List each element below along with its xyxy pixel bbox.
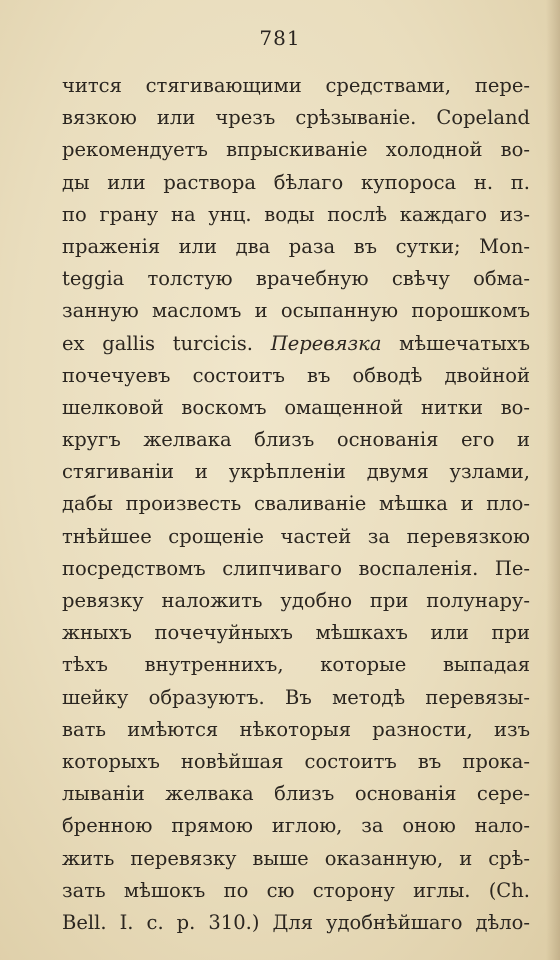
text-line: бренною прямою иглою, за оною нало- <box>62 814 530 838</box>
italic-term: Перевязка <box>270 331 382 355</box>
text-line: шелковой воскомъ омащенной нитки во- <box>62 395 530 419</box>
text-line: вать имѣются нѣкоторыя разности, изъ <box>62 717 530 741</box>
text-line: тнѣйшее срощеніе частей за перевязкою <box>62 524 530 548</box>
text-line: чится стягивающими средствами, пере- <box>62 74 530 97</box>
text-line: по грану на унц. воды послѣ каждаго из- <box>62 202 530 226</box>
text-line: праженія или два раза въ сутки; Mon- <box>62 234 530 258</box>
text-line: тѣхъ внутреннихъ, которые выпадая <box>62 653 530 677</box>
text-line: жныхъ почечуйныхъ мѣшкахъ или при <box>62 621 530 645</box>
text-line: дабы произвесть сваливаніе мѣшка и пло- <box>62 492 530 516</box>
text-line: Bell. I. c. p. 310.) Для удобнѣйшаго дѣло- <box>62 910 530 934</box>
text-line: занную масломъ и осыпанную порошкомъ <box>62 299 530 323</box>
text-line: вязкою или чрезъ срѣзываніе. Copeland <box>62 106 530 130</box>
page-edge-shadow <box>546 0 560 960</box>
text-line: ревязку наложить удобно при полунару- <box>62 589 530 612</box>
text-line: стягиваніи и укрѣпленіи двумя узлами, <box>62 460 530 484</box>
text-line: шейку образуютъ. Въ методѣ перевязы- <box>62 685 530 709</box>
body-text <box>62 70 530 939</box>
text-line: teggia толстую врачебную свѣчу обма- <box>62 267 530 291</box>
page-number: 781 <box>259 26 301 50</box>
text-line: посредствомъ слипчиваго воспаленія. Пе- <box>62 556 530 580</box>
text-line: почечуевъ состоитъ въ обводѣ двойной <box>62 363 530 387</box>
text-line-mixed <box>62 328 530 360</box>
text-segment: мѣшечатыхъ <box>399 331 530 355</box>
text-segment: ex gallis turcicis. <box>62 331 254 355</box>
text-line: рекомендуетъ впрыскиваніе холодной во- <box>62 138 530 162</box>
text-line: которыхъ новѣйшая состоитъ въ прока- <box>62 749 530 773</box>
text-line: жить перевязку выше оказанную, и срѣ- <box>62 846 530 870</box>
text-line: зать мѣшокъ по сю сторону иглы. (Ch. <box>62 878 530 902</box>
text-line: кругъ желвака близъ основанія его и <box>62 428 530 452</box>
text-line: лываніи желвака близъ основанія сере- <box>62 782 530 806</box>
text-line: ды или раствора бѣлаго купороса н. п. <box>62 170 530 194</box>
